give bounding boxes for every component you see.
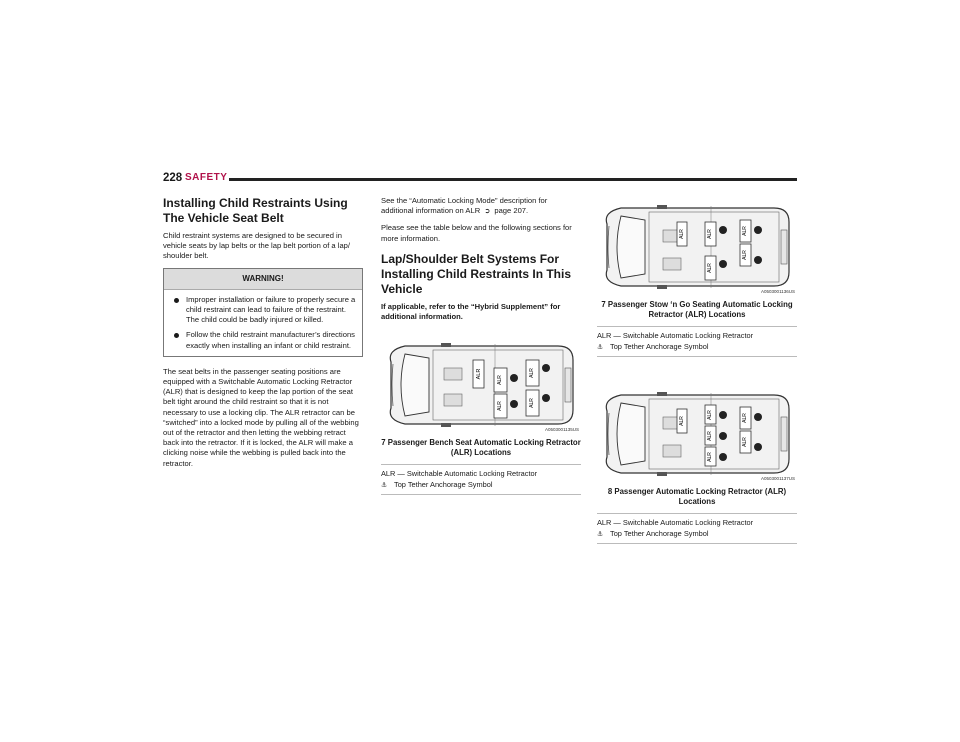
alr-label: ALR [679,229,685,239]
legend-tether: Top Tether Anchorage Symbol [610,528,709,538]
vehicle-diagram-bench [381,338,581,434]
figure-legend [597,513,797,544]
legend-alr: ALR — Switchable Automatic Locking Retractor [597,513,797,529]
hybrid-note: If applicable, refer to the “Hybrid Supplement” for additional information. [381,301,561,322]
table-reference-paragraph: Please see the table below and the following sections for more information. [381,223,572,243]
alr-reference-paragraph [381,196,581,217]
legend-tether: Top Tether Anchorage Symbol [394,479,493,489]
figure-caption: 8 Passenger Automatic Locking Retractor (ALR) Locations [607,487,787,506]
figure-7-passenger-bench [381,338,581,434]
header-rule [229,178,797,181]
figure-legend [381,464,581,495]
warning-item: Improper installation or failure to properly secure a child restraint can lead to failure of the restraint. The child could be badly injured or killed. [174,295,356,326]
legend-tether-row [381,480,581,496]
warning-list [164,295,362,351]
alr-reference-text: See the “Automatic Locking Mode” description for additional information on ALR [381,196,548,216]
alr-label: ALR [707,410,713,420]
alr-label: ALR [497,401,503,412]
middle-column [381,196,581,495]
vehicle-diagram-stow-n-go [597,200,797,296]
alr-label: ALR [497,375,503,386]
warning-box [163,268,363,357]
legend-alr: ALR — Switchable Automatic Locking Retractor [597,326,797,342]
legend-tether-row [597,342,797,358]
figure-legend [597,326,797,357]
section-title: SAFETY [185,172,228,183]
alr-label: ALR [742,413,748,423]
legend-alr: ALR — Switchable Automatic Locking Retractor [381,464,581,480]
alr-label: ALR [529,368,535,379]
alr-label: ALR [742,226,748,236]
section-heading-seat-belt: Installing Child Restraints Using The Vehicle Seat Belt [163,196,348,225]
left-column [163,196,363,475]
intro-paragraph: Child restraint systems are designed to be secured in vehicle seats by lap belts or the lap belt portion of a lap/ shoulder belt. [163,231,351,261]
page-reference-link[interactable]: page 207. [494,206,529,216]
figure-caption: 7 Passenger Bench Seat Automatic Locking Retractor (ALR) Locations [381,438,581,458]
alr-label: ALR [707,431,713,441]
warning-item: Follow the child restraint manufacturer’s directions exactly when installing an infant or child restraint. [174,330,356,350]
page-header [163,172,797,188]
alr-label: ALR [707,452,713,462]
alr-label: ALR [707,229,713,239]
figure-id: A0503001137US [761,475,795,481]
section-heading-lap-shoulder: Lap/Shoulder Belt Systems For Installing Child Restraints In This Vehicle [381,251,572,296]
page-number: 228 [163,172,183,184]
alr-label: ALR [679,416,685,426]
alr-paragraph: The seat belts in the passenger seating positions are equipped with a Switchable Automatic Locking Retractor (ALR) that is designed to keep the lap portion of the seat belt tight around the child restraint so that it is not necessary to use a locking clip. The ALR retractor can be “switched” into a locked mode by pulling all of the webbing out of the retractor and then letting the webbing retract back into the retractor. If it is locked, the ALR will make a clicking noise while the webbing is pulled back into the retractor. [163,366,359,468]
alr-label: ALR [529,398,535,409]
right-column [597,200,797,544]
figure-id: A0503001136US [761,288,795,294]
figure-id: A0503001135US [545,427,579,433]
figure-8-passenger [597,387,797,483]
legend-tether: Top Tether Anchorage Symbol [610,341,709,351]
warning-heading: WARNING! [164,269,362,290]
arrow-right-icon: ➲ [484,208,491,216]
vehicle-diagram-8-passenger [597,387,797,483]
top-tether-icon: ⚓ [597,530,604,538]
top-tether-icon: ⚓ [597,343,604,351]
alr-label: ALR [742,437,748,447]
legend-tether-row [597,529,797,545]
figure-7-passenger-stow-n-go [597,200,797,296]
alr-label: ALR [707,263,713,273]
figure-caption: 7 Passenger Stow ‘n Go Seating Automatic Locking Retractor (ALR) Locations [601,300,793,319]
top-tether-icon: ⚓ [381,481,388,489]
alr-label: ALR [476,368,482,380]
alr-label: ALR [742,250,748,260]
